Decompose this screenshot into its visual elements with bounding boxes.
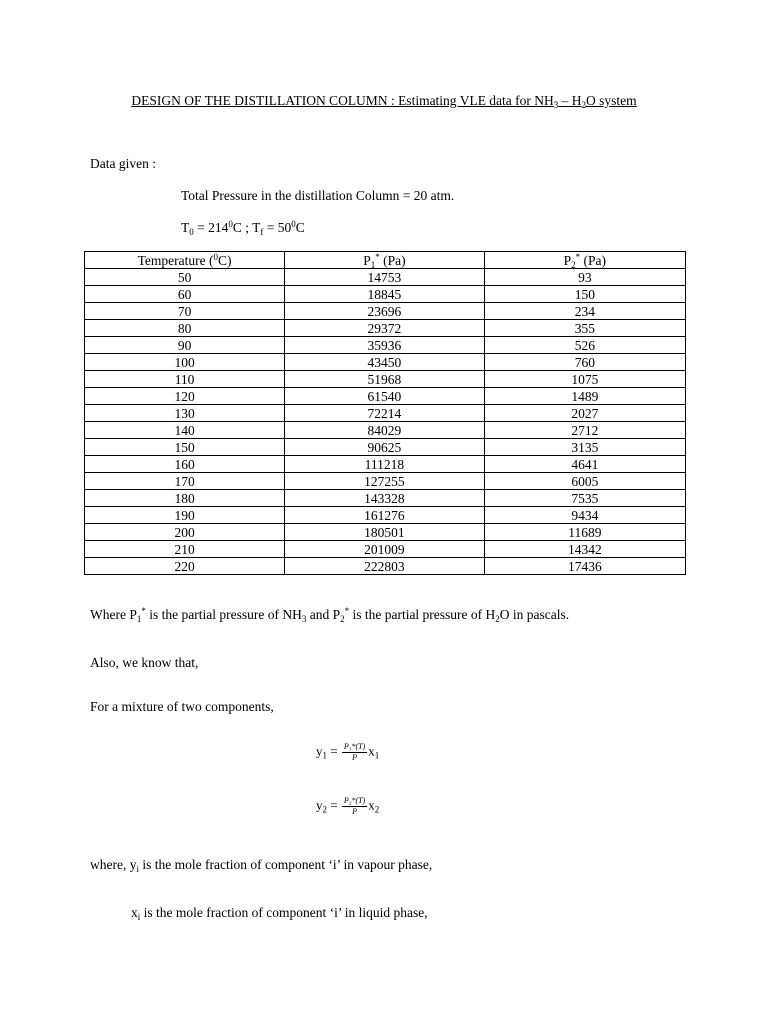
cell-temperature: 120	[85, 388, 285, 405]
cell-p1: 111218	[285, 456, 485, 473]
cell-p1: 84029	[285, 422, 485, 439]
cell-p2: 4641	[484, 456, 685, 473]
cell-temperature: 160	[85, 456, 285, 473]
table-row	[85, 371, 686, 388]
table-row	[85, 286, 686, 303]
cell-p1: 90625	[285, 439, 485, 456]
cell-p2: 3135	[484, 439, 685, 456]
table-row	[85, 439, 686, 456]
document-title: DESIGN OF THE DISTILLATION COLUMN : Estimating VLE data for $NH_3 - H_2O$ system	[131, 93, 637, 110]
vle-data-table	[84, 251, 686, 575]
cell-temperature: 180	[85, 490, 285, 507]
cell-temperature: 70	[85, 303, 285, 320]
temperature-line: $T_0 = 214^0C$ ; $T_f = 50^0C$	[181, 219, 305, 237]
data-given-label: Data given :	[90, 156, 156, 171]
also-line: Also, we know that,	[90, 655, 199, 670]
cell-p1: 201009	[285, 541, 485, 558]
table-row	[85, 337, 686, 354]
cell-p1: 143328	[285, 490, 485, 507]
table-header-row	[85, 252, 686, 269]
fraction-y1: $\frac{\text{P₁*(T)}}{P}$	[343, 742, 366, 762]
cell-temperature: 110	[85, 371, 285, 388]
cell-p2: 11689	[484, 524, 685, 541]
cell-p1: 35936	[285, 337, 485, 354]
cell-temperature: 200	[85, 524, 285, 541]
cell-p1: 72214	[285, 405, 485, 422]
cell-p1: 18845	[285, 286, 485, 303]
table-row	[85, 303, 686, 320]
vapour-fraction-definition: where, $y_i$ is the mole fraction of component ‘i’ in vapour phase,	[90, 857, 433, 874]
table-body	[85, 269, 686, 575]
cell-p2: 2027	[484, 405, 685, 422]
cell-temperature: 50	[85, 269, 285, 286]
cell-p2: 14342	[484, 541, 685, 558]
table-row	[85, 490, 686, 507]
table-row	[85, 320, 686, 337]
cell-temperature: 150	[85, 439, 285, 456]
table-row	[85, 354, 686, 371]
cell-p1: 29372	[285, 320, 485, 337]
cell-temperature: 170	[85, 473, 285, 490]
cell-p2: 1489	[484, 388, 685, 405]
cell-p1: 61540	[285, 388, 485, 405]
cell-p2: 6005	[484, 473, 685, 490]
cell-p2: 1075	[484, 371, 685, 388]
total-pressure-line: Total Pressure in the distillation Column = 20 atm.	[181, 188, 455, 203]
cell-p1: 161276	[285, 507, 485, 524]
table-row	[85, 507, 686, 524]
cell-p2: 17436	[484, 558, 685, 575]
cell-p2: 93	[484, 269, 685, 286]
cell-p2: 355	[484, 320, 685, 337]
liquid-fraction-definition: $x_i$ is the mole fraction of component ‘i’ in liquid phase,	[131, 905, 428, 922]
cell-temperature: 80	[85, 320, 285, 337]
table-row	[85, 524, 686, 541]
equation-y2: $y_2$ = $\frac{\text{P₂*(T)}}{P}$ $x_2$	[316, 796, 380, 816]
cell-p1: 43450	[285, 354, 485, 371]
cell-p2: 234	[484, 303, 685, 320]
cell-p2: 150	[484, 286, 685, 303]
table-row	[85, 473, 686, 490]
table-row	[85, 422, 686, 439]
header-temperature: Temperature ($^0$C)	[85, 252, 285, 269]
cell-temperature: 220	[85, 558, 285, 575]
cell-p1: 180501	[285, 524, 485, 541]
fraction-y2: $\frac{\text{P₂*(T)}}{P}$	[343, 796, 366, 816]
table-row	[85, 456, 686, 473]
cell-temperature: 140	[85, 422, 285, 439]
cell-p1: 23696	[285, 303, 485, 320]
cell-temperature: 210	[85, 541, 285, 558]
partial-pressure-note: Where $P_1^*$ is the partial pressure of $NH_3$ and $P_2^*$ is the partial pressure of $H_2O$ in pascals.	[90, 606, 570, 624]
cell-temperature: 100	[85, 354, 285, 371]
cell-p2: 9434	[484, 507, 685, 524]
cell-p1: 127255	[285, 473, 485, 490]
header-p2: $P_2^*$ (Pa)	[484, 252, 685, 269]
equation-y1: $y_1$ = $\frac{\text{P₁*(T)}}{P}$ $x_1$	[316, 742, 380, 762]
cell-p1: 51968	[285, 371, 485, 388]
mixture-line: For a mixture of two components,	[90, 699, 274, 714]
cell-p2: 760	[484, 354, 685, 371]
cell-p2: 7535	[484, 490, 685, 507]
header-p1: $P_1^*$ (Pa)	[285, 252, 485, 269]
cell-p1: 222803	[285, 558, 485, 575]
table-row	[85, 405, 686, 422]
table-row	[85, 558, 686, 575]
table-row	[85, 388, 686, 405]
cell-p2: 2712	[484, 422, 685, 439]
table-row	[85, 269, 686, 286]
cell-temperature: 90	[85, 337, 285, 354]
cell-temperature: 60	[85, 286, 285, 303]
table-row	[85, 541, 686, 558]
cell-p2: 526	[484, 337, 685, 354]
cell-temperature: 130	[85, 405, 285, 422]
cell-p1: 14753	[285, 269, 485, 286]
cell-temperature: 190	[85, 507, 285, 524]
